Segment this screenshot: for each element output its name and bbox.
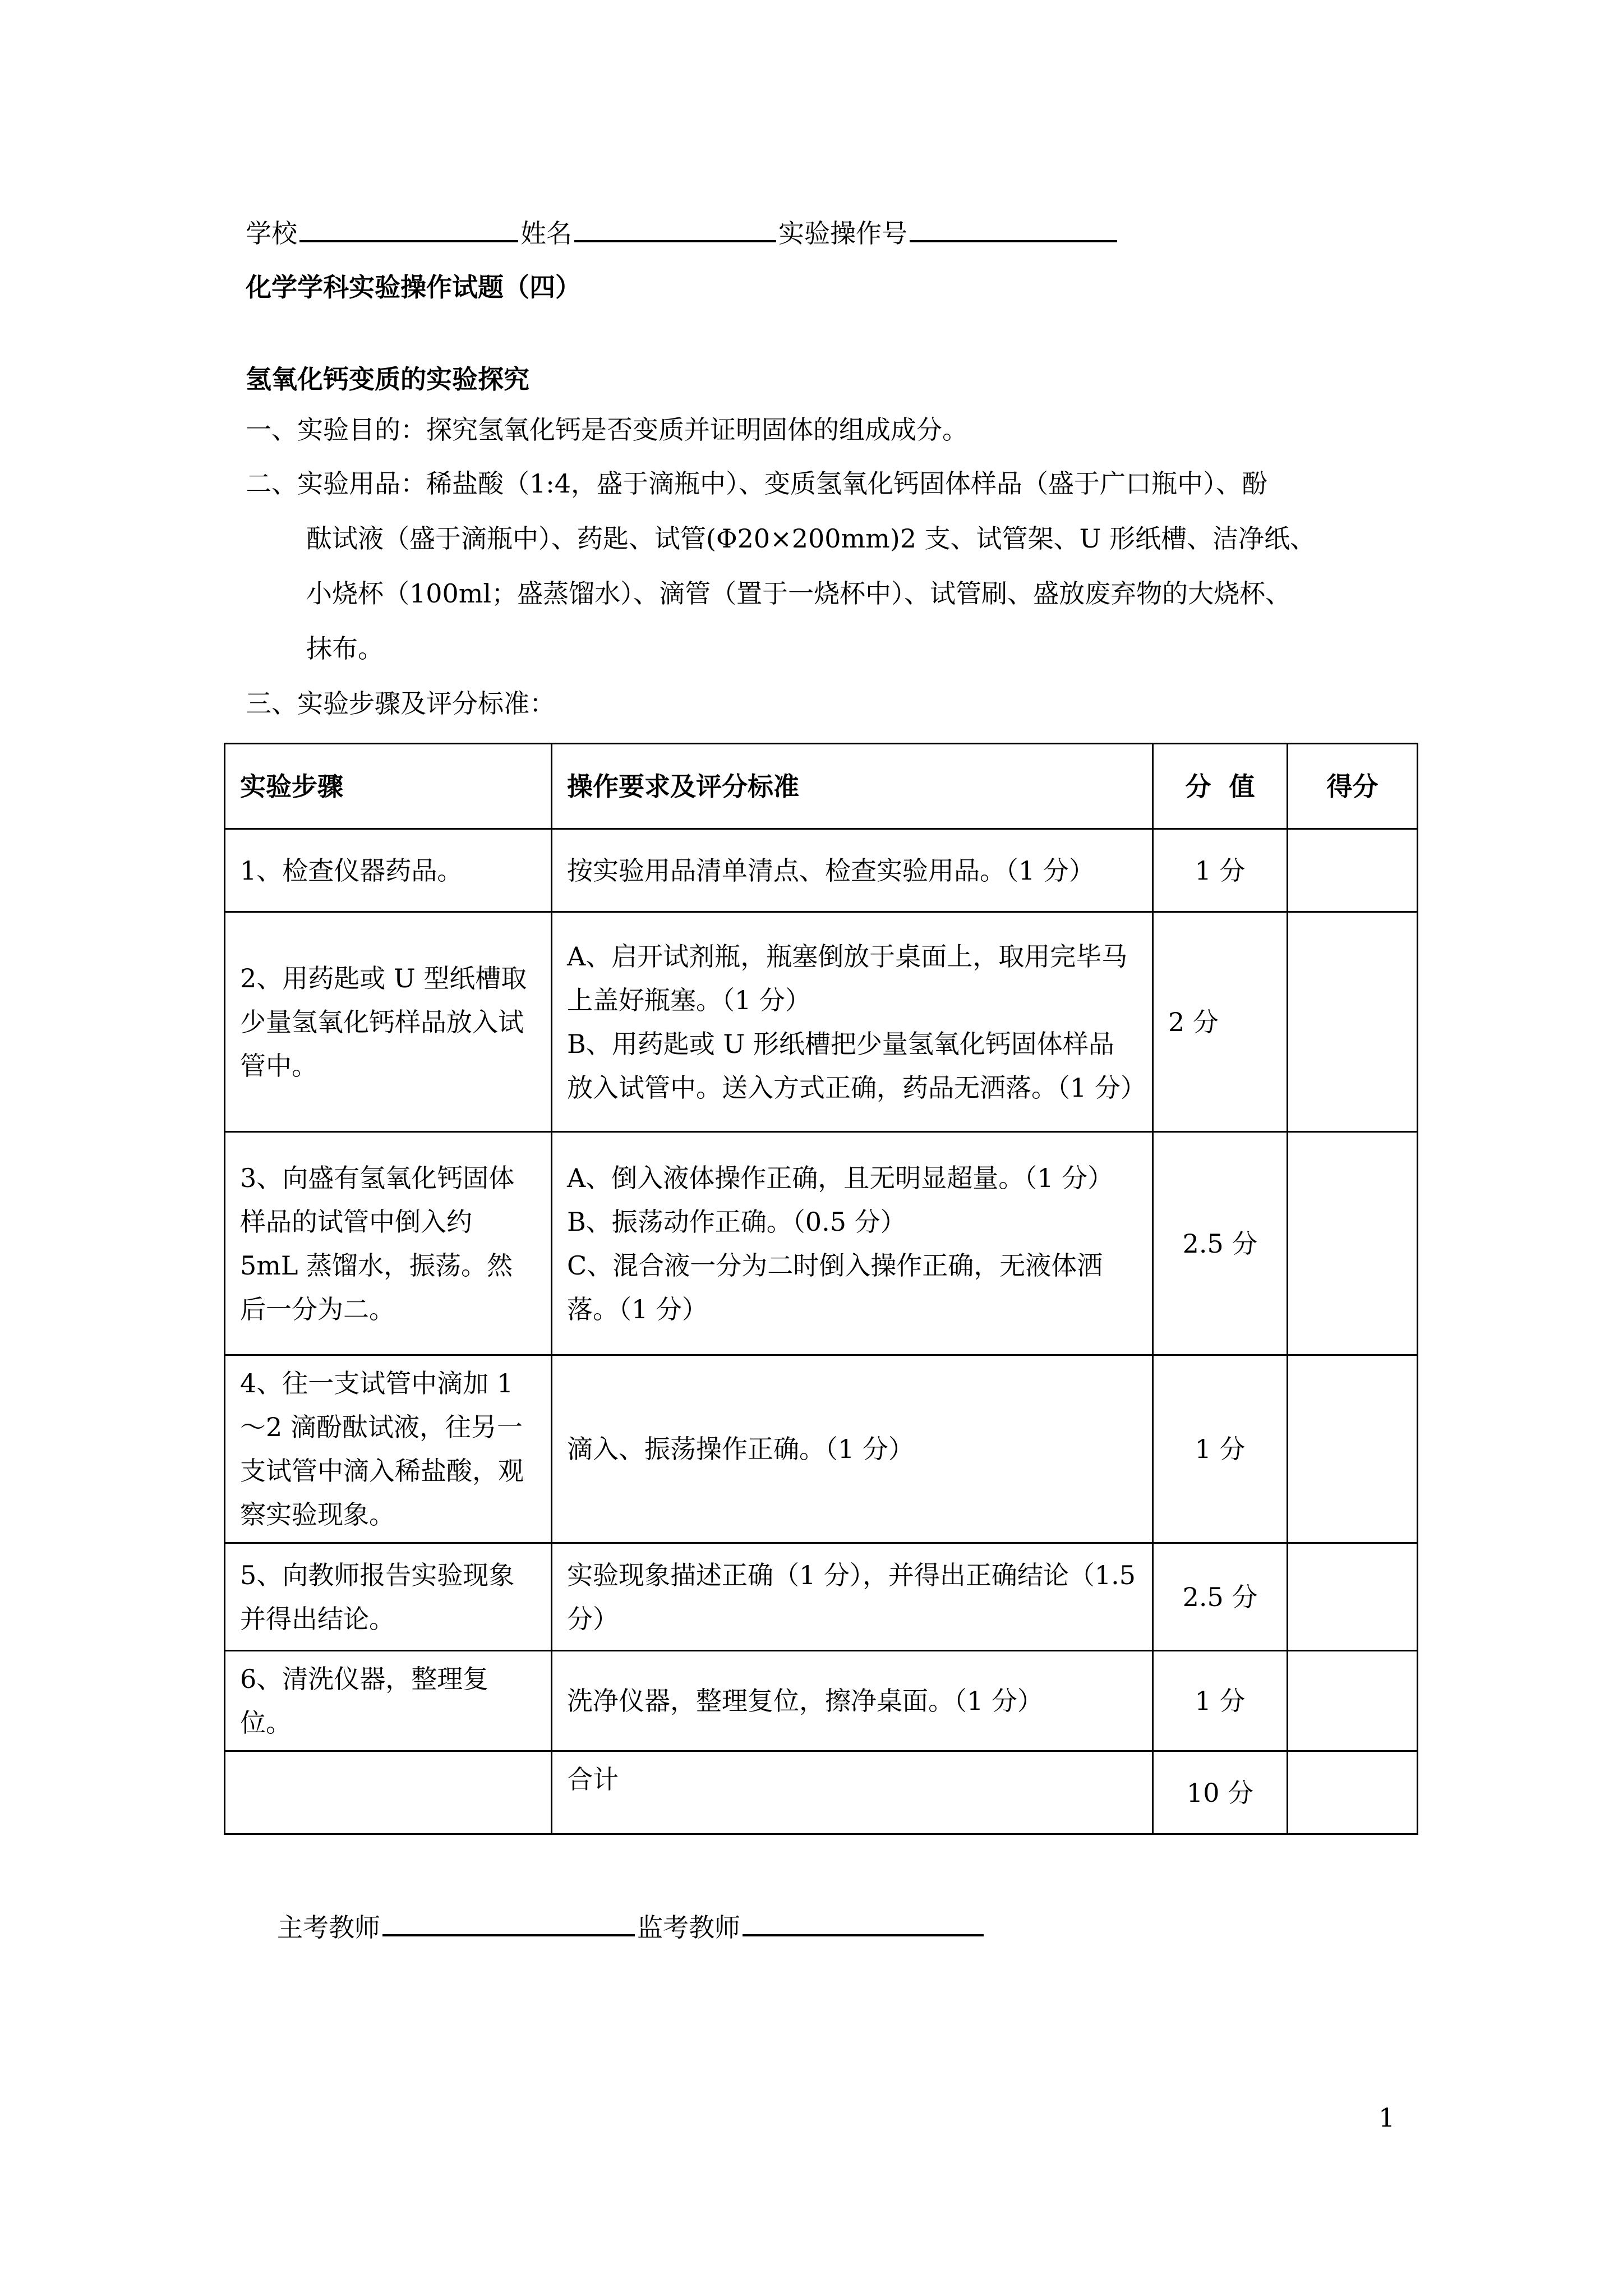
step-cell: 3、向盛有氢氧化钙固体样品的试管中倒入约 5mL 蒸馏水，振荡。然后一分为二。 bbox=[225, 1132, 552, 1355]
header-got: 得分 bbox=[1288, 744, 1418, 829]
step-cell: 1、检查仪器药品。 bbox=[225, 829, 552, 912]
materials-line-4: 抹布。 bbox=[306, 633, 384, 664]
header-score: 分 值 bbox=[1153, 744, 1288, 829]
step-cell bbox=[225, 1751, 552, 1834]
got-cell bbox=[1288, 1751, 1418, 1834]
doc-title: 化学学科实验操作试题（四） bbox=[246, 272, 581, 302]
got-cell bbox=[1288, 912, 1418, 1132]
criteria-cell bbox=[552, 912, 1153, 1132]
step-cell: 6、清洗仪器，整理复位。 bbox=[225, 1651, 552, 1751]
score-cell: 2 分 bbox=[1153, 912, 1288, 1132]
score-cell: 2.5 分 bbox=[1153, 1543, 1288, 1651]
criteria-cell: 按实验用品清单清点、检查实验用品。（1 分） bbox=[552, 829, 1153, 912]
got-cell bbox=[1288, 1543, 1418, 1651]
table-total-row bbox=[225, 1751, 1418, 1834]
criteria-item: B、用药匙或 U 形纸槽把少量氢氧化钙固体样品放入试管中。送入方式正确，药品无洒落。（1 分） bbox=[567, 1028, 1146, 1103]
score-cell: 2.5 分 bbox=[1153, 1132, 1288, 1355]
got-cell bbox=[1288, 1355, 1418, 1543]
school-label: 学校 bbox=[246, 218, 297, 249]
table-header-row bbox=[225, 744, 1418, 829]
exam-no-label: 实验操作号 bbox=[778, 218, 907, 249]
table-row bbox=[225, 1132, 1418, 1355]
chief-examiner-label: 主考教师 bbox=[277, 1912, 380, 1943]
step-cell: 5、向教师报告实验现象并得出结论。 bbox=[225, 1543, 552, 1651]
step-cell: 2、用药匙或 U 型纸槽取少量氢氧化钙样品放入试管中。 bbox=[225, 912, 552, 1132]
header-line bbox=[246, 213, 1119, 250]
table-row bbox=[225, 1543, 1418, 1651]
criteria-cell: 洗净仪器，整理复位，擦净桌面。（1 分） bbox=[552, 1651, 1153, 1751]
criteria-cell: 实验现象描述正确（1 分），并得出正确结论（1.5 分） bbox=[552, 1543, 1153, 1651]
criteria-item: A、倒入液体操作正确，且无明显超量。（1 分） bbox=[567, 1162, 1114, 1193]
materials-line-1: 二、实验用品：稀盐酸（1:4，盛于滴瓶中）、变质氢氧化钙固体样品（盛于广口瓶中）、酚 bbox=[246, 468, 1268, 499]
steps-heading: 三、实验步骤及评分标准： bbox=[246, 688, 555, 719]
criteria-cell bbox=[552, 1132, 1153, 1355]
got-cell bbox=[1288, 1132, 1418, 1355]
criteria-item: A、启开试剂瓶，瓶塞倒放于桌面上，取用完毕马上盖好瓶塞。（1 分） bbox=[567, 941, 1128, 1015]
got-cell bbox=[1288, 1651, 1418, 1751]
experiment-title: 氢氧化钙变质的实验探究 bbox=[246, 364, 529, 394]
score-cell: 1 分 bbox=[1153, 1355, 1288, 1543]
proctor-label: 监考教师 bbox=[637, 1912, 740, 1943]
scoring-table bbox=[224, 743, 1418, 1835]
page-number: 1 bbox=[1378, 2102, 1395, 2133]
header-step: 实验步骤 bbox=[225, 744, 552, 829]
got-cell bbox=[1288, 829, 1418, 912]
table-row bbox=[225, 1355, 1418, 1543]
step-cell: 4、往一支试管中滴加 1～2 滴酚酞试液，往另一支试管中滴入稀盐酸，观察实验现象。 bbox=[225, 1355, 552, 1543]
total-score-cell: 10 分 bbox=[1153, 1751, 1288, 1834]
signature-line bbox=[277, 1907, 986, 1944]
exam-no-blank bbox=[910, 218, 1117, 242]
purpose-line: 一、实验目的：探究氢氧化钙是否变质并证明固体的组成成分。 bbox=[246, 415, 968, 445]
chief-examiner-blank bbox=[382, 1912, 635, 1936]
criteria-cell: 滴入、振荡操作正确。（1 分） bbox=[552, 1355, 1153, 1543]
criteria-item: C、混合液一分为二时倒入操作正确，无液体洒落。（1 分） bbox=[567, 1250, 1103, 1324]
table-row bbox=[225, 912, 1418, 1132]
criteria-item: B、振荡动作正确。（0.5 分） bbox=[567, 1206, 906, 1237]
table-row bbox=[225, 829, 1418, 912]
materials-line-3: 小烧杯（100ml；盛蒸馏水）、滴管（置于一烧杯中）、试管刷、盛放废弃物的大烧杯、 bbox=[306, 578, 1292, 609]
school-blank bbox=[299, 218, 518, 242]
score-cell: 1 分 bbox=[1153, 829, 1288, 912]
total-label-cell: 合计 bbox=[552, 1751, 1153, 1834]
name-label: 姓名 bbox=[520, 218, 572, 249]
header-criteria: 操作要求及评分标准 bbox=[552, 744, 1153, 829]
proctor-blank bbox=[743, 1912, 984, 1936]
table-row bbox=[225, 1651, 1418, 1751]
score-cell: 1 分 bbox=[1153, 1651, 1288, 1751]
name-blank bbox=[574, 218, 776, 242]
materials-line-2: 酞试液（盛于滴瓶中）、药匙、试管(Φ20×200mm)2 支、试管架、U 形纸槽、洁净纸、 bbox=[306, 523, 1316, 554]
